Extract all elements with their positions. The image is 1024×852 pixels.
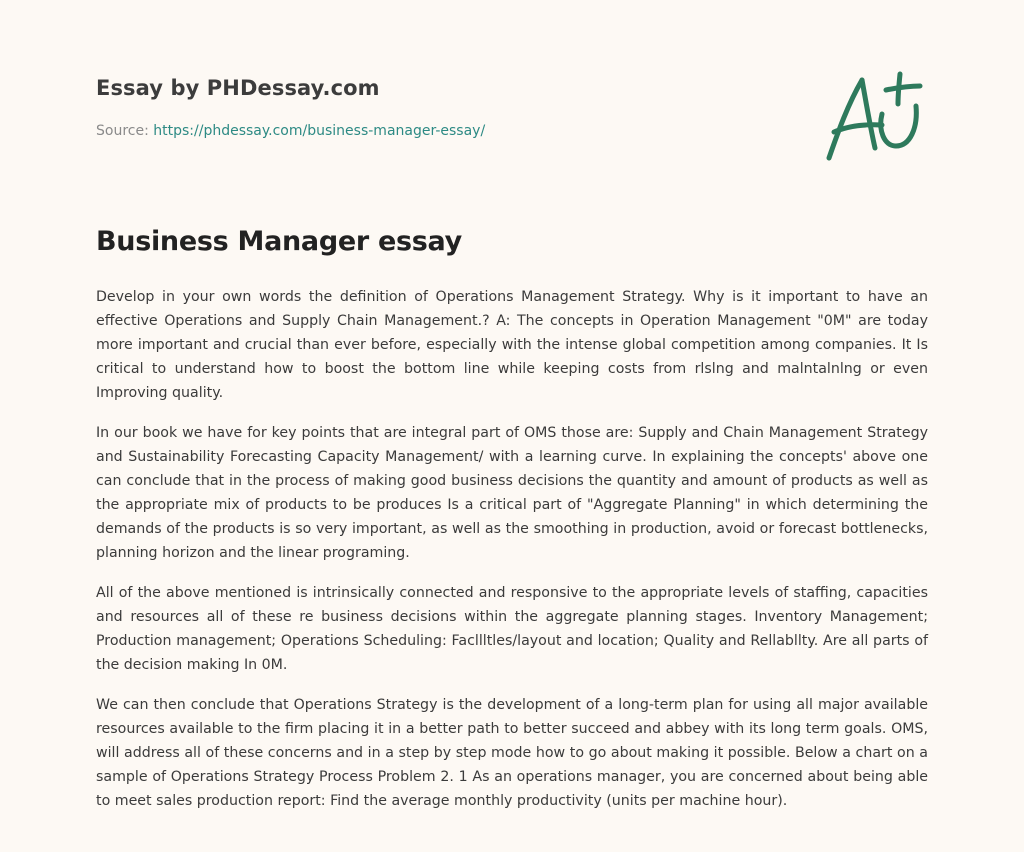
site-title: Essay by PHDessay.com <box>96 76 380 100</box>
source-link[interactable]: https://phdessay.com/business-manager-essay/ <box>153 123 486 139</box>
paragraph: Develop in your own words the definition of Operations Management Strategy. Why is it important to have an effective Operations and Supply Chain Management.? A: The concepts in Operation Management "0M" are today more important and crucial than ever before, especially with the intense global competition among companies. It Is critical to understand how to boost the bottom line while keeping costs from rlslng and malntalnlng or even Improving quality. <box>96 289 928 401</box>
source-line <box>96 123 485 139</box>
document-title: Business Manager essay <box>96 226 462 257</box>
source-label: Source: <box>96 123 149 139</box>
paragraph: All of the above mentioned is intrinsically connected and responsive to the appropriate levels of staffing, capacities and resources all of these re business decisions within the aggregate planning stages. Inventory Management; Production management; Operations Scheduling: Facllltles/layout and location; Quality and Rellabllty. Are all parts of the decision making In 0M. <box>96 585 928 673</box>
site-header <box>96 76 485 139</box>
a-plus-grade-logo-icon <box>820 68 928 164</box>
paragraph: We can then conclude that Operations Strategy is the development of a long-term plan for using all major available resources available to the firm placing it in a better path to better succeed and abbey with its long term goals. OMS, will address all of these concerns and in a step by step mode how to go about making it possible. Below a chart on a sample of Operations Strategy Process Problem 2. 1 As an operations manager, you are concerned about being able to meet sales production report: Find the average monthly productivity (units per machine hour). <box>96 697 928 809</box>
document-body <box>96 285 928 829</box>
paragraph: In our book we have for key points that are integral part of OMS those are: Supply and Chain Management Strategy and Sustainability Forecasting Capacity Management/ with a learning curve. In explaining the concepts' above one can conclude that in the process of making good business decisions the quantity and amount of products as well as the appropriate mix of products to be produces Is a critical part of "Aggregate Planning" in which determining the demands of the products is so very important, as well as the smoothing in production, avoid or forecast bottlenecks, planning horizon and the linear programing. <box>96 425 928 561</box>
